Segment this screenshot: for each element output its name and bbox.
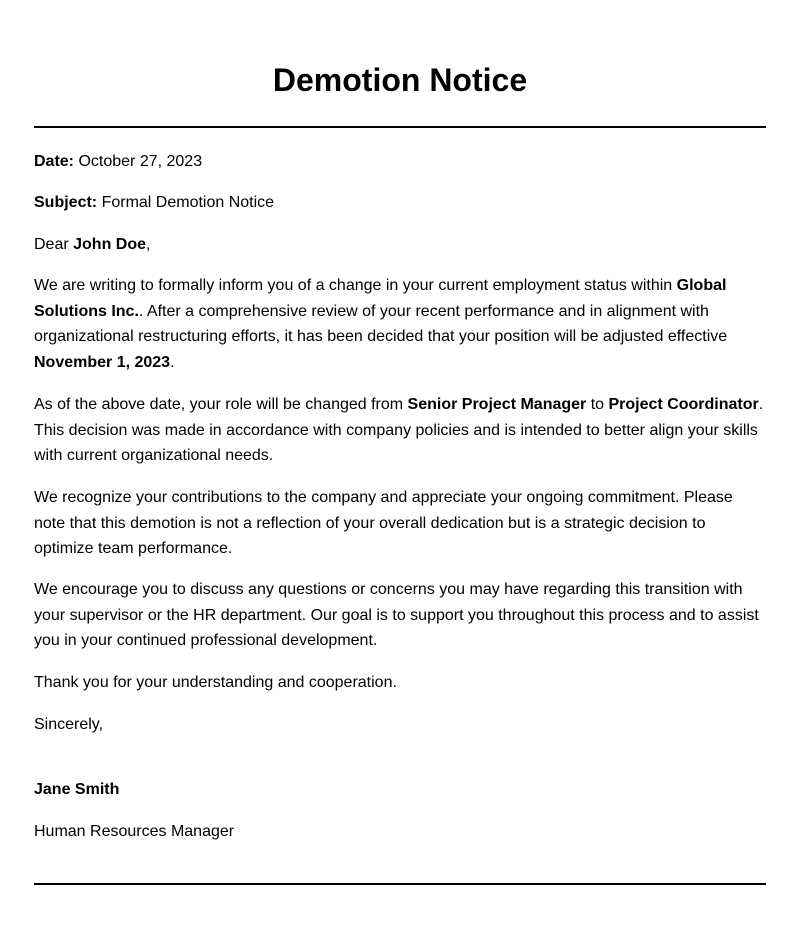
paragraph-role-text-3: . This decision was made in accordance with company policies and is intended to better align your skills with current organizational needs. [34, 396, 764, 465]
paragraph-role-change [34, 392, 766, 469]
old-role: Senior Project Manager [407, 396, 587, 413]
salutation-suffix: , [146, 236, 151, 253]
paragraph-role-text-2: to [586, 396, 609, 413]
paragraph-notice-text-3: . [170, 353, 175, 371]
subject-value: Formal Demotion Notice [97, 194, 275, 211]
effective-date: November 1, 2023 [34, 353, 171, 371]
bottom-divider [34, 883, 766, 885]
sign-off: Sincerely, [34, 716, 104, 733]
closing-thanks: Thank you for your understanding and cooperation. [34, 674, 397, 691]
page-title: Demotion Notice [272, 62, 528, 98]
paragraph-recognition: We recognize your contributions to the company and appreciate your ongoing commitment. Please note that this demotion is not a reflection of your overall dedication but is a strategic decision to optimize team performance. [34, 489, 733, 558]
date-label: Date: [34, 153, 75, 170]
paragraph-support: We encourage you to discuss any questions or concerns you may have regarding this transition with your supervisor or the HR department. Our goal is to support you throughout this process and to assist you in your continued professional development. [34, 581, 759, 650]
salutation [34, 232, 774, 258]
paragraph-notice-text-1: We are writing to formally inform you of a change in your current employment status within [34, 277, 677, 294]
signer-title: Human Resources Manager [34, 823, 235, 840]
new-role: Project Coordinator [608, 396, 759, 413]
signer-name-text: Jane Smith [34, 781, 120, 798]
recipient-name: John Doe [73, 236, 147, 253]
salutation-prefix: Dear [34, 236, 74, 253]
paragraph-role-text-1: As of the above date, your role will be changed from [34, 396, 408, 413]
signer-name [34, 777, 774, 803]
paragraph-notice [34, 273, 766, 375]
top-divider [34, 126, 766, 128]
paragraph-notice-text-2: . After a comprehensive review of your recent performance and in alignment with organizational restructuring efforts, it has been decided that your position will be adjusted effective [34, 302, 728, 346]
subject-label: Subject: [34, 194, 98, 211]
date-line [34, 149, 774, 175]
subject-line [34, 190, 774, 216]
company-name: Global Solutions Inc. [34, 277, 727, 320]
date-value: October 27, 2023 [74, 153, 203, 170]
